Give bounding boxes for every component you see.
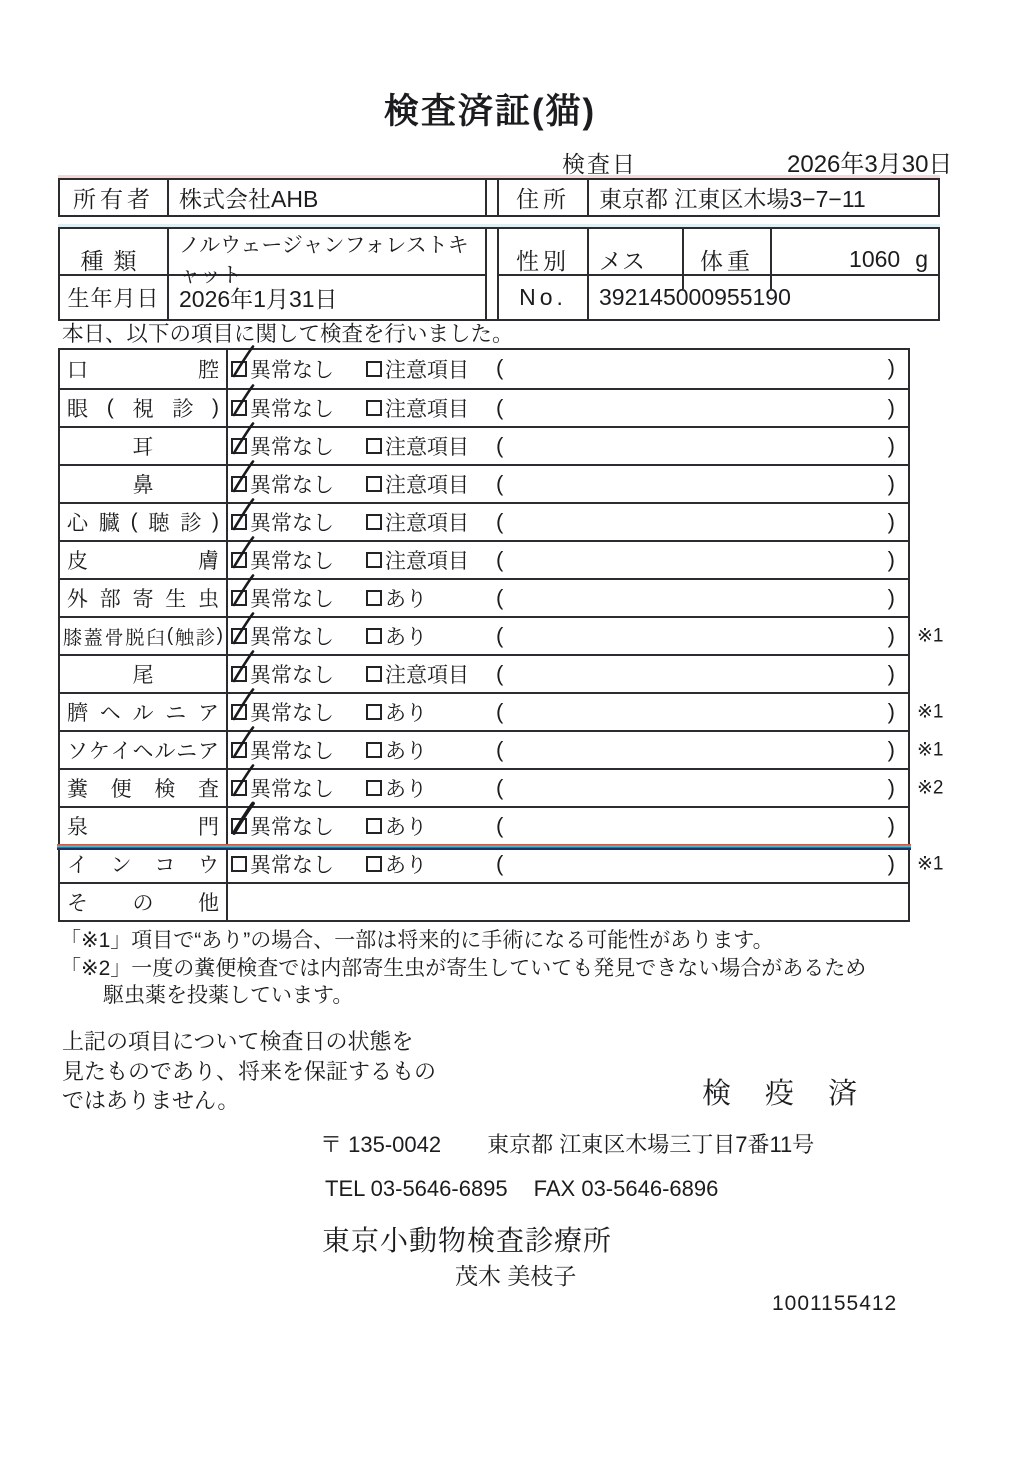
pet-info-table: [58, 227, 940, 321]
checklist-item-label: 臍 ヘ ル ニ ア: [60, 694, 228, 730]
secondary-option-label: 注意項目: [385, 474, 469, 497]
option-no-abnormality: [231, 390, 334, 426]
breed-value: ノルウェージャンフォレストキャット: [167, 229, 485, 289]
checklist-item-label: 皮 膚: [60, 542, 228, 578]
checklist-row: [60, 654, 908, 692]
checkbox-no-abnormality-icon: [231, 780, 247, 796]
secondary-option-label: 注意項目: [385, 664, 469, 687]
checkbox-no-abnormality-icon: [231, 666, 247, 682]
checkbox-no-abnormality-icon: [231, 552, 247, 568]
paren-close: ): [887, 355, 895, 380]
checklist-item-label: 耳: [60, 428, 228, 464]
checkbox-no-abnormality-icon: [231, 476, 247, 492]
paren-close: ): [887, 585, 895, 610]
no-abnormality-label: 異常なし: [250, 588, 334, 611]
secondary-option-label: あり: [385, 702, 427, 725]
owner-name: 株式会社AHB: [167, 180, 485, 215]
checkbox-secondary-icon: [366, 856, 382, 872]
postal-code: 〒 135-0042: [320, 1132, 442, 1157]
secondary-option-label: あり: [385, 816, 427, 839]
checkbox-no-abnormality-icon: [231, 818, 247, 834]
option-secondary: [366, 808, 427, 844]
option-no-abnormality: [231, 846, 334, 882]
checklist-row-body: [228, 504, 908, 540]
footnote-1: 「※1」項目で“あり”の場合、一部は将来的に手術になる可能性があります。: [60, 929, 774, 952]
option-secondary: [366, 350, 469, 388]
checkbox-secondary-icon: [366, 666, 382, 682]
disclaimer-paragraph: [62, 1027, 436, 1116]
option-secondary: [366, 656, 469, 692]
option-secondary: [366, 504, 469, 540]
checklist-item-label: 泉 門: [60, 808, 228, 844]
inspection-date-label: 検査日: [562, 151, 637, 177]
weight-unit: g: [915, 245, 928, 272]
option-no-abnormality: [231, 542, 334, 578]
checkbox-no-abnormality-icon: [231, 628, 247, 644]
option-secondary: [366, 618, 427, 654]
no-abnormality-label: 異常なし: [250, 702, 334, 725]
disclaimer-line: 上記の項目について検査日の状態を: [62, 1029, 414, 1054]
paren-close: ): [887, 737, 895, 762]
no-abnormality-label: 異常なし: [250, 359, 334, 382]
no-abnormality-label: 異常なし: [250, 550, 334, 573]
paren-open: (: [496, 623, 504, 648]
paren-close: ): [887, 851, 895, 876]
handwritten-check-icon: [229, 498, 257, 534]
handwritten-check-icon: [229, 612, 257, 648]
paren-open: (: [496, 813, 504, 838]
table-divider-gap: [485, 180, 497, 215]
checklist-item-label: イ ン コ ウ: [60, 846, 228, 882]
checkbox-no-abnormality-icon: [231, 361, 247, 377]
checkbox-no-abnormality-icon: [231, 590, 247, 606]
page-title: 検査済証(猫): [383, 92, 597, 131]
handwritten-check-icon: [229, 688, 257, 724]
checklist-row-body: [228, 542, 908, 578]
pet-info-row-2: [60, 274, 938, 319]
paren-close: ): [887, 509, 895, 534]
paren-close: ): [887, 699, 895, 724]
paren-open: (: [496, 737, 504, 762]
checklist-row: [60, 540, 908, 578]
checklist-row: [60, 882, 908, 920]
checklist-row-body: [228, 846, 908, 882]
row-footnote-mark: ※2: [917, 777, 944, 799]
no-abnormality-label: 異常なし: [250, 854, 334, 877]
option-no-abnormality: [231, 808, 334, 844]
secondary-option-label: 注意項目: [385, 398, 469, 421]
handwritten-check-icon: [229, 345, 257, 381]
checklist-row: [60, 350, 908, 388]
checklist-row: [60, 502, 908, 540]
checklist-row-body: [228, 618, 908, 654]
checkbox-no-abnormality-icon: [231, 438, 247, 454]
breed-label: 種類: [80, 247, 147, 274]
checklist-item-label: 鼻: [60, 466, 228, 502]
clinic-contact-line: [325, 1176, 718, 1202]
option-no-abnormality: [231, 732, 334, 768]
paren-open: (: [496, 851, 504, 876]
footnote-2-continued: 駆虫薬を投薬しています。: [103, 984, 354, 1007]
checklist-row-body: [228, 884, 908, 920]
secondary-option-label: 注意項目: [385, 550, 469, 573]
checklist-item-label: 眼 ( 視 診 ): [60, 390, 228, 426]
paren-open: (: [496, 699, 504, 724]
handwritten-check-icon: [229, 574, 257, 610]
checkbox-secondary-icon: [366, 361, 382, 377]
checklist-row-body: [228, 770, 908, 806]
handwritten-check-icon: [229, 726, 257, 762]
checklist-row: [60, 844, 944, 882]
table-divider-gap: [485, 276, 497, 319]
quarantine-stamp: 検 疫 済: [702, 1078, 871, 1110]
no-abnormality-label: 異常なし: [250, 398, 334, 421]
serial-number: 1001155412: [772, 1292, 898, 1315]
secondary-option-label: あり: [385, 588, 427, 611]
option-no-abnormality: [231, 694, 334, 730]
paren-open: (: [496, 433, 504, 458]
secondary-option-label: 注意項目: [385, 359, 469, 382]
option-secondary: [366, 428, 469, 464]
option-no-abnormality: [231, 504, 334, 540]
paren-close: ): [887, 547, 895, 572]
no-abnormality-label: 異常なし: [250, 740, 334, 763]
handwritten-check-icon: [229, 802, 257, 838]
checklist-item-label: 糞 便 検 査: [60, 770, 228, 806]
checkbox-secondary-icon: [366, 780, 382, 796]
handwritten-check-icon: [229, 422, 257, 458]
pet-info-row-1: [60, 229, 938, 287]
tel-number: TEL 03-5646-6895: [325, 1176, 508, 1201]
checklist-item-label: そ の 他: [60, 884, 228, 920]
checklist-item-label: 尾: [60, 656, 228, 692]
owner-label: 所有者: [73, 186, 154, 212]
checkbox-secondary-icon: [366, 476, 382, 492]
intro-sentence: 本日、以下の項目に関して検査を行いました。: [62, 322, 514, 346]
checklist-row-body: [228, 390, 908, 426]
secondary-option-label: あり: [385, 740, 427, 763]
no-label: No.: [497, 276, 587, 319]
checkbox-no-abnormality-icon: [231, 514, 247, 530]
checklist-row-body: [228, 580, 908, 616]
option-no-abnormality: [231, 350, 334, 388]
checklist-row: [60, 768, 944, 806]
no-value: 392145000955190: [587, 276, 938, 319]
examination-checklist-table: [58, 348, 944, 922]
address-value: 東京都 江東区木場3−7−11: [587, 180, 938, 215]
option-secondary: [366, 732, 427, 768]
option-no-abnormality: [231, 428, 334, 464]
option-secondary: [366, 846, 427, 882]
paren-close: ): [887, 813, 895, 838]
disclaimer-line: ではありません。: [62, 1088, 240, 1113]
checklist-row-body: [228, 732, 908, 768]
checklist-item-label: 口 腔: [60, 350, 228, 388]
checklist-row: [60, 730, 944, 768]
checkbox-secondary-icon: [366, 818, 382, 834]
no-abnormality-label: 異常なし: [250, 436, 334, 459]
paren-close: ): [887, 623, 895, 648]
option-no-abnormality: [231, 618, 334, 654]
paren-close: ): [887, 775, 895, 800]
option-no-abnormality: [231, 656, 334, 692]
option-secondary: [366, 466, 469, 502]
handwritten-check-icon: [229, 764, 257, 800]
option-no-abnormality: [231, 466, 334, 502]
paren-open: (: [496, 547, 504, 572]
paren-close: ): [887, 433, 895, 458]
secondary-option-label: 注意項目: [385, 512, 469, 535]
option-secondary: [366, 694, 427, 730]
secondary-option-label: 注意項目: [385, 436, 469, 459]
option-secondary: [366, 770, 427, 806]
checklist-item-label: 外 部 寄 生 虫: [60, 580, 228, 616]
checkbox-secondary-icon: [366, 590, 382, 606]
weight-value: 1060: [849, 245, 901, 272]
row-footnote-mark: ※1: [917, 853, 944, 875]
checklist-row: [60, 578, 908, 616]
checkbox-secondary-icon: [366, 438, 382, 454]
address-label: 住所: [497, 180, 587, 215]
checkbox-no-abnormality-icon: [231, 704, 247, 720]
no-abnormality-label: 異常なし: [250, 664, 334, 687]
no-abnormality-label: 異常なし: [250, 626, 334, 649]
disclaimer-line: 見たものであり、将来を保証するもの: [62, 1058, 437, 1084]
birthdate-label: 生年月日: [67, 286, 160, 311]
fax-number: FAX 03-5646-6896: [533, 1176, 719, 1201]
handwritten-check-icon: [229, 384, 257, 420]
paren-open: (: [496, 471, 504, 496]
checklist-row: [60, 388, 908, 426]
row-footnote-mark: ※1: [917, 739, 944, 761]
checkbox-no-abnormality-icon: [231, 742, 247, 758]
checklist-row: [60, 616, 944, 654]
no-abnormality-label: 異常なし: [250, 512, 334, 535]
sex-value: メス: [587, 229, 682, 289]
checkbox-secondary-icon: [366, 742, 382, 758]
checklist-item-label: 心 臓 ( 聴 診 ): [60, 504, 228, 540]
checkbox-secondary-icon: [366, 628, 382, 644]
handwritten-check-icon: [229, 536, 257, 572]
birthdate-value: 2026年1月31日: [167, 276, 485, 319]
option-no-abnormality: [231, 580, 334, 616]
owner-table: [58, 178, 940, 217]
clinic-address-line: [320, 1128, 814, 1159]
inspection-date-value: 2026年3月30日: [787, 151, 953, 178]
checklist-row: [60, 464, 908, 502]
checklist-row-body: [228, 466, 908, 502]
secondary-option-label: あり: [385, 626, 427, 649]
option-secondary: [366, 580, 427, 616]
checklist-row-body: [228, 808, 908, 844]
paren-open: (: [496, 585, 504, 610]
street-address: 東京都 江東区木場三丁目7番11号: [487, 1132, 815, 1157]
handwritten-check-icon: [229, 460, 257, 496]
checkbox-secondary-icon: [366, 552, 382, 568]
paren-open: (: [496, 775, 504, 800]
handwritten-check-icon: [229, 650, 257, 686]
checklist-row-body: [228, 694, 908, 730]
checklist-row-body: [228, 656, 908, 692]
option-no-abnormality: [231, 770, 334, 806]
secondary-option-label: あり: [385, 854, 427, 877]
paren-open: (: [496, 661, 504, 686]
row-footnote-mark: ※1: [917, 625, 944, 647]
paren-open: (: [496, 355, 504, 380]
row-footnote-mark: ※1: [917, 701, 944, 723]
clinic-name: 東京小動物検査診療所: [322, 1225, 613, 1256]
checkbox-no-abnormality-icon: [231, 400, 247, 416]
examiner-name: 茂木 美枝子: [455, 1263, 577, 1289]
paren-close: ): [887, 471, 895, 496]
paren-open: (: [496, 509, 504, 534]
checklist-item-label: ソ ケ イ ヘ ル ニ ア: [60, 732, 228, 768]
no-abnormality-label: 異常なし: [250, 816, 334, 839]
checklist-row: [60, 692, 944, 730]
checkbox-secondary-icon: [366, 514, 382, 530]
checklist-row-body: [228, 428, 908, 464]
checklist-row-body: [228, 350, 908, 388]
checklist-item-label: 膝 蓋 骨 脱 臼 ( 触 診 ): [60, 618, 228, 654]
paren-close: ): [887, 395, 895, 420]
paren-open: (: [496, 395, 504, 420]
checklist-row: [60, 806, 908, 844]
sex-label: 性別: [497, 229, 587, 289]
checkbox-secondary-icon: [366, 400, 382, 416]
secondary-option-label: あり: [385, 778, 427, 801]
footnote-2: 「※2」一度の糞便検査では内部寄生虫が寄生していても発見できない場合があるため: [60, 957, 867, 980]
paren-close: ): [887, 661, 895, 686]
checklist-row: [60, 426, 908, 464]
no-abnormality-label: 異常なし: [250, 474, 334, 497]
checkbox-secondary-icon: [366, 704, 382, 720]
weight-label: 体重: [682, 229, 770, 289]
option-secondary: [366, 542, 469, 578]
checkbox-no-abnormality-icon: [231, 856, 247, 872]
option-secondary: [366, 390, 469, 426]
no-abnormality-label: 異常なし: [250, 778, 334, 801]
